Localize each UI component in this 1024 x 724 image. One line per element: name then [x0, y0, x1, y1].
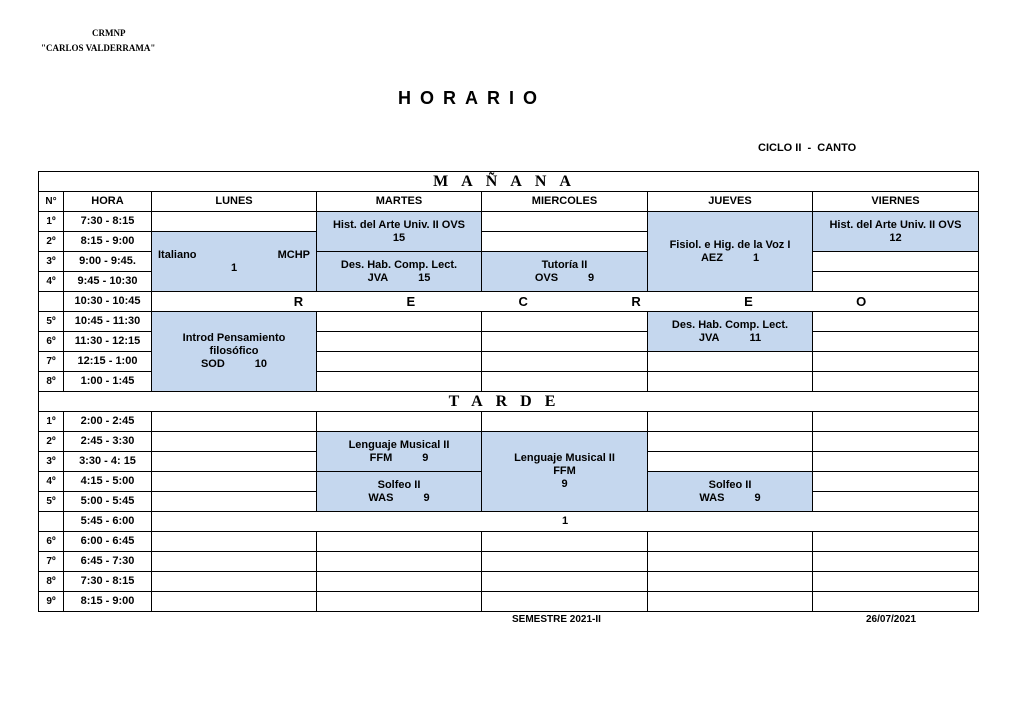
- row-number: 7º: [39, 352, 64, 372]
- empty-cell: [482, 312, 648, 332]
- empty-cell: [317, 532, 482, 552]
- row-time: 10:30 - 10:45: [64, 292, 152, 312]
- row-number: 2º: [39, 232, 64, 252]
- table-row: [39, 532, 979, 552]
- course-cell: [482, 252, 648, 292]
- empty-cell: [152, 532, 317, 552]
- empty-cell: [482, 552, 648, 572]
- course-cell: [648, 472, 813, 512]
- row-time: 2:00 - 2:45: [64, 412, 152, 432]
- course-name: Lenguaje Musical II: [514, 452, 615, 464]
- empty-cell: [813, 412, 979, 432]
- course-cell: [152, 232, 317, 292]
- row-number: 7º: [39, 552, 64, 572]
- course-code: 1: [752, 251, 760, 264]
- table-row: [39, 432, 979, 452]
- course-name: Introd Pensamiento filosófico: [182, 332, 286, 357]
- col-header: N°: [39, 192, 64, 212]
- empty-cell: [813, 252, 979, 272]
- row-number: 1º: [39, 212, 64, 232]
- col-header: JUEVES: [648, 192, 813, 212]
- break-row: [39, 292, 979, 312]
- page-title: HORARIO: [398, 88, 546, 108]
- empty-cell: [813, 552, 979, 572]
- empty-cell: [152, 492, 317, 512]
- empty-cell: [813, 272, 979, 292]
- col-header: MIERCOLES: [482, 192, 648, 212]
- row-number: 4º: [39, 272, 64, 292]
- row-number: [39, 512, 64, 532]
- row-time: 1:00 - 1:45: [64, 372, 152, 392]
- empty-cell: [317, 332, 482, 352]
- row-number: 3º: [39, 252, 64, 272]
- course-code: 9: [422, 451, 429, 464]
- course-cell: [317, 432, 482, 472]
- course-teacher: JVA: [367, 271, 389, 284]
- course-cell: [813, 212, 979, 252]
- course-code: 12: [889, 231, 902, 244]
- course-teacher: MCHP: [277, 248, 310, 261]
- section-morning: MAÑANA: [39, 172, 979, 192]
- empty-cell: [152, 212, 317, 232]
- row-number: 8º: [39, 572, 64, 592]
- row-number: 9º: [39, 592, 64, 612]
- empty-cell: [813, 432, 979, 452]
- course-code: 15: [418, 271, 431, 284]
- empty-cell: [813, 372, 979, 392]
- course-code: 11: [749, 331, 762, 344]
- row-time: 5:45 - 6:00: [64, 512, 152, 532]
- empty-cell: [648, 572, 813, 592]
- row-time: 6:00 - 6:45: [64, 532, 152, 552]
- empty-cell: [482, 212, 648, 232]
- empty-cell: [482, 532, 648, 552]
- header-row: [39, 192, 979, 212]
- empty-cell: [813, 492, 979, 512]
- table-row: [39, 512, 979, 532]
- empty-cell: [813, 532, 979, 552]
- course-cell: [648, 212, 813, 292]
- row-time: 4:15 - 5:00: [64, 472, 152, 492]
- table-row: [39, 312, 979, 332]
- col-header: VIERNES: [813, 192, 979, 212]
- empty-cell: [482, 352, 648, 372]
- break-letter: R: [631, 294, 641, 309]
- course-code: 10: [254, 358, 268, 370]
- empty-cell: [317, 412, 482, 432]
- course-name: Fisiol. e Hig. de la Voz I: [669, 238, 791, 251]
- empty-cell: [648, 452, 813, 472]
- break-cell: [152, 292, 979, 312]
- row-time: 12:15 - 1:00: [64, 352, 152, 372]
- empty-cell: [482, 332, 648, 352]
- empty-cell: [152, 452, 317, 472]
- row-time: 8:15 - 9:00: [64, 232, 152, 252]
- table-row: [39, 552, 979, 572]
- row-time: 6:45 - 7:30: [64, 552, 152, 572]
- span-note-cell: 1: [152, 512, 979, 532]
- empty-cell: [152, 412, 317, 432]
- course-teacher: AEZ: [700, 251, 723, 264]
- col-header: LUNES: [152, 192, 317, 212]
- course-name: Solfeo II: [708, 478, 752, 491]
- empty-cell: [317, 352, 482, 372]
- course-cell: [648, 312, 813, 352]
- schedule-table: [38, 171, 979, 612]
- empty-cell: [152, 552, 317, 572]
- row-number: 8º: [39, 372, 64, 392]
- table-row: [39, 592, 979, 612]
- course-cell: [317, 252, 482, 292]
- course-cell: [482, 432, 648, 512]
- course-cell: [317, 472, 482, 512]
- col-header: MARTES: [317, 192, 482, 212]
- course-name: Des. Hab. Comp. Lect.: [340, 258, 458, 271]
- row-time: 9:00 - 9:45.: [64, 252, 152, 272]
- row-time: 2:45 - 3:30: [64, 432, 152, 452]
- row-number: 5º: [39, 312, 64, 332]
- course-name: Lenguaje Musical II: [348, 438, 450, 451]
- date-label: 26/07/2021: [866, 614, 917, 625]
- course-teacher: JVA: [698, 331, 720, 344]
- course-code: 9: [588, 271, 595, 284]
- table-row: [39, 212, 979, 232]
- row-number: 3º: [39, 452, 64, 472]
- course-teacher: FFM: [553, 465, 576, 477]
- course-code: 1: [230, 261, 238, 274]
- course-name: Hist. del Arte Univ. II OVS: [829, 218, 962, 231]
- empty-cell: [482, 592, 648, 612]
- course-code: 9: [561, 478, 568, 490]
- course-code: 9: [754, 491, 761, 504]
- row-number: 5º: [39, 492, 64, 512]
- break-letter: R: [293, 294, 304, 309]
- course-code: 9: [423, 491, 430, 504]
- section-afternoon: TARDE: [39, 392, 979, 412]
- empty-cell: [317, 552, 482, 572]
- institution-short: CRMNP: [92, 28, 126, 38]
- row-time: 7:30 - 8:15: [64, 572, 152, 592]
- empty-cell: [152, 432, 317, 452]
- row-number: 1º: [39, 412, 64, 432]
- empty-cell: [482, 572, 648, 592]
- empty-cell: [813, 452, 979, 472]
- course-name: Hist. del Arte Univ. II OVS: [332, 218, 466, 231]
- table-row: [39, 412, 979, 432]
- row-number: [39, 292, 64, 312]
- row-time: 9:45 - 10:30: [64, 272, 152, 292]
- row-number: 6º: [39, 332, 64, 352]
- course-teacher: SOD: [200, 358, 225, 370]
- break-letter: E: [406, 294, 416, 309]
- empty-cell: [152, 472, 317, 492]
- empty-cell: [482, 232, 648, 252]
- row-time: 3:30 - 4: 15: [64, 452, 152, 472]
- empty-cell: [482, 412, 648, 432]
- course-name: Tutoría II: [541, 258, 588, 271]
- empty-cell: [152, 572, 317, 592]
- empty-cell: [317, 592, 482, 612]
- empty-cell: [648, 552, 813, 572]
- semester-label: SEMESTRE 2021-II: [512, 614, 601, 625]
- cycle-label: CICLO II - CANTO: [758, 142, 857, 154]
- institution-name: "CARLOS VALDERRAMA": [41, 43, 156, 53]
- course-teacher: FFM: [369, 451, 393, 464]
- empty-cell: [482, 372, 648, 392]
- empty-cell: [813, 472, 979, 492]
- course-cell: [152, 312, 317, 392]
- course-code: 15: [392, 231, 406, 244]
- empty-cell: [648, 372, 813, 392]
- empty-cell: [813, 572, 979, 592]
- break-letter: E: [744, 294, 753, 309]
- break-letter: O: [856, 294, 867, 309]
- course-name: Italiano: [158, 248, 197, 261]
- empty-cell: [813, 592, 979, 612]
- course-name: Solfeo II: [377, 478, 421, 491]
- row-time: 5:00 - 5:45: [64, 492, 152, 512]
- empty-cell: [648, 352, 813, 372]
- row-time: 8:15 - 9:00: [64, 592, 152, 612]
- row-time: 7:30 - 8:15: [64, 212, 152, 232]
- table-row: [39, 572, 979, 592]
- empty-cell: [648, 432, 813, 452]
- course-teacher: OVS: [534, 271, 559, 284]
- empty-cell: [648, 412, 813, 432]
- empty-cell: [813, 352, 979, 372]
- empty-cell: [648, 592, 813, 612]
- course-name: Des. Hab. Comp. Lect.: [671, 318, 789, 331]
- course-cell: [317, 212, 482, 252]
- row-number: 4º: [39, 472, 64, 492]
- break-letter: C: [518, 294, 528, 309]
- row-time: 10:45 - 11:30: [64, 312, 152, 332]
- row-number: 2º: [39, 432, 64, 452]
- empty-cell: [317, 372, 482, 392]
- empty-cell: [813, 312, 979, 332]
- row-number: 6º: [39, 532, 64, 552]
- row-time: 11:30 - 12:15: [64, 332, 152, 352]
- course-teacher: WAS: [368, 491, 394, 504]
- col-header: HORA: [64, 192, 152, 212]
- empty-cell: [813, 332, 979, 352]
- course-teacher: WAS: [699, 491, 725, 504]
- empty-cell: [317, 312, 482, 332]
- empty-cell: [648, 532, 813, 552]
- empty-cell: [152, 592, 317, 612]
- empty-cell: [317, 572, 482, 592]
